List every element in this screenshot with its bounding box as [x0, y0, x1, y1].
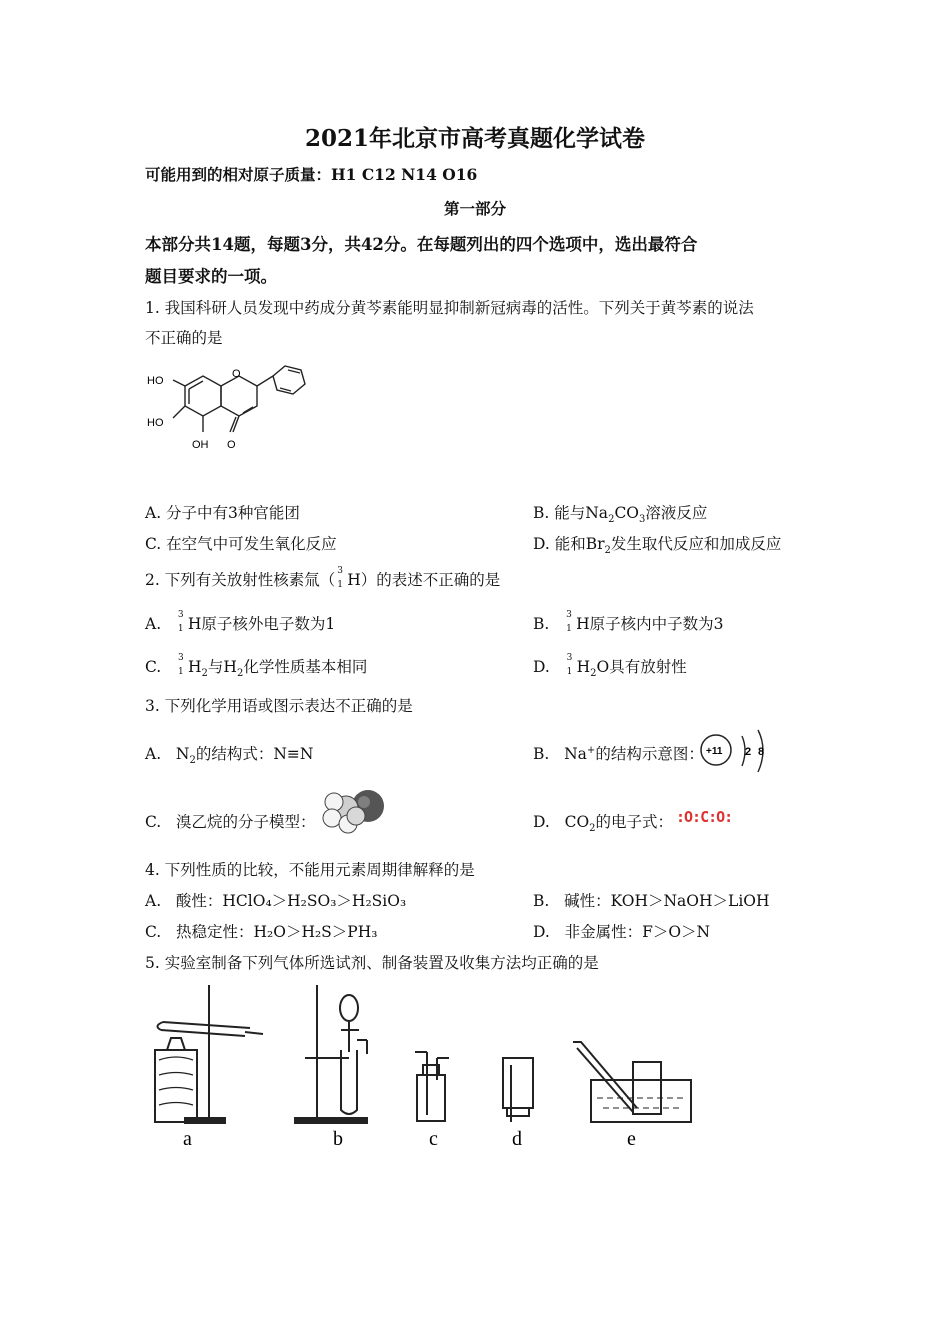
- part-title: 第一部分: [443, 199, 506, 218]
- q1-option-a: A. 分子中有3种官能团: [145, 504, 300, 522]
- apparatus-figure: [145, 980, 705, 1155]
- apparatus-label-d: d: [512, 1128, 522, 1150]
- q2-option-d: D. 3 1 $H_2O$具有放射性: [533, 653, 687, 680]
- q2-option-a: A. 3 1 H原子核外电子数为1: [145, 610, 336, 634]
- q2-option-c: C. 3 1 $H_2$与$H_2$化学性质基本相同: [145, 653, 368, 680]
- page-title: 2021年北京市高考真题化学试卷: [304, 125, 645, 152]
- na-shell-1: 2: [745, 746, 752, 758]
- q3-option-b: B. Na+的结构示意图：: [533, 744, 704, 763]
- q3-stem: 3. 下列化学用语或图示表达不正确的是: [145, 697, 413, 715]
- q1-stem-line1: 1. 我国科研人员发现中药成分黄芩素能明显抑制新冠病毒的活性。下列关于黄芩素的说法: [145, 299, 754, 317]
- bromoethane-model: [318, 786, 388, 836]
- q1-stem-line2: 不正确的是: [145, 329, 223, 347]
- atomic-masses: 可能用到的相对原子质量：H1 C12 N14 O16: [145, 165, 478, 184]
- struct-o-ketone: O: [227, 439, 236, 451]
- q4-option-c: C. 热稳定性：H₂O＞H₂S＞PH₃: [145, 923, 378, 941]
- q5-stem: 5. 实验室制备下列气体所选试剂、制备装置及收集方法均正确的是: [145, 954, 599, 972]
- na-nucleus: +11: [706, 746, 723, 757]
- struct-oh: OH: [192, 439, 209, 451]
- struct-ho2: HO: [147, 417, 164, 429]
- q3-option-a: A. $N_2$的结构式：N≡N: [145, 745, 314, 767]
- instructions-line1: 本部分共14题，每题3分，共42分。在每题列出的四个选项中，选出最符合: [145, 235, 698, 254]
- q1-option-d: D. 能和$Br_2$发生取代反应和加成反应: [533, 535, 782, 557]
- co2-electron-formula: :O:C:O:: [676, 808, 733, 826]
- q4-option-d: D. 非金属性：F＞O＞N: [533, 923, 711, 941]
- baicalein-structure: [145, 362, 315, 462]
- na-shell-2: 8: [758, 746, 765, 758]
- q4-option-b: B. 碱性：KOH＞NaOH＞LiOH: [533, 892, 770, 910]
- q1-option-b: B. 能与$Na_2CO_3$溶液反应: [533, 504, 708, 526]
- q1-option-c: C. 在空气中可发生氧化反应: [145, 535, 337, 553]
- struct-ho1: HO: [147, 375, 164, 387]
- q4-option-a: A. 酸性：HClO₄＞H₂SO₃＞H₂SiO₃: [145, 892, 407, 910]
- q2-option-b: B. 3 1 H原子核内中子数为3: [533, 610, 724, 634]
- apparatus-label-e: e: [627, 1128, 636, 1150]
- apparatus-label-c: c: [429, 1128, 438, 1150]
- instructions-line2: 题目要求的一项。: [145, 267, 277, 286]
- q3-option-d: D. $CO_2$的电子式：: [533, 813, 674, 835]
- apparatus-label-b: b: [333, 1128, 343, 1150]
- q4-stem: 4. 下列性质的比较，不能用元素周期律解释的是: [145, 861, 475, 879]
- q2-stem: 2. 下列有关放射性核素氚（ 3 1 H）的表述不正确的是: [145, 566, 501, 590]
- struct-o-ring: O: [232, 368, 241, 380]
- na-ion-diagram: [698, 728, 778, 776]
- q3-option-c: C. 溴乙烷的分子模型：: [145, 813, 316, 831]
- apparatus-label-a: a: [183, 1128, 192, 1150]
